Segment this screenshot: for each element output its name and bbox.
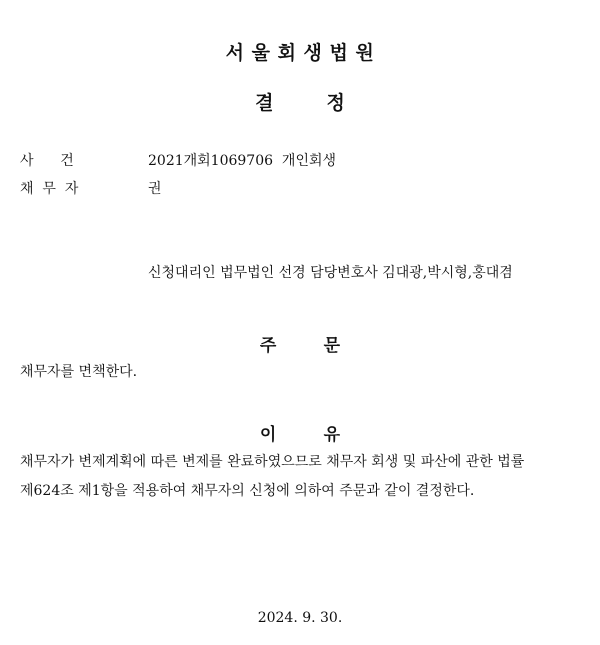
representative-line: 신청대리인 법무법인 선경 담당변호사 김대광,박시형,홍대겸 bbox=[148, 265, 513, 281]
case-number: 2021개회1069706 개인회생 bbox=[148, 153, 337, 169]
reason-text-line-1: 채무자가 변제계획에 따른 변제를 완료하였으므로 채무자 회생 및 파산에 관한 법률 bbox=[20, 454, 525, 470]
reason-text-line-2: 제624조 제1항을 적용하여 채무자의 신청에 의하여 주문과 같이 결정한다. bbox=[20, 483, 475, 499]
court-title: 서 울 회 생 법 원 bbox=[225, 42, 375, 64]
debtor-label: 채 무 자 bbox=[20, 181, 79, 197]
decision-date: 2024. 9. 30. bbox=[257, 610, 343, 626]
reason-heading: 이 유 bbox=[259, 425, 341, 445]
debtor-name: 권 bbox=[148, 181, 162, 197]
order-heading: 주 문 bbox=[259, 336, 341, 356]
case-label: 사 건 bbox=[20, 153, 74, 169]
document-type-heading: 결 정 bbox=[255, 92, 345, 114]
order-text: 채무자를 면책한다. bbox=[20, 364, 138, 380]
